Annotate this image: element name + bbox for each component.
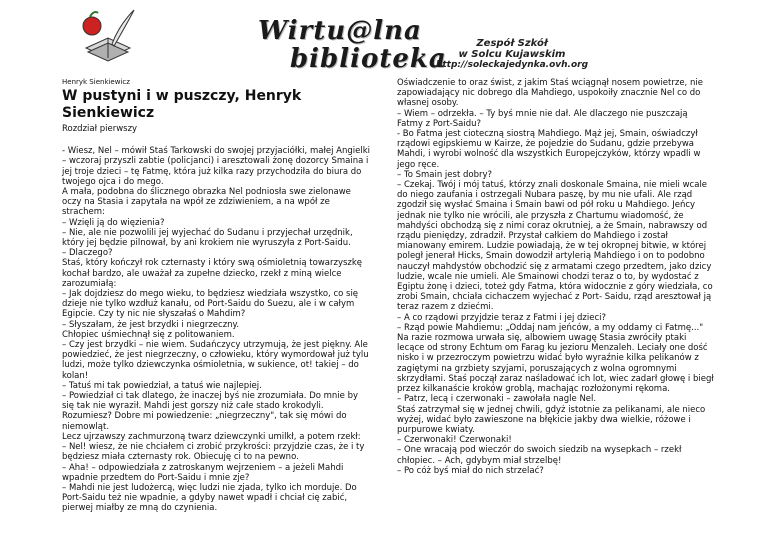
- paragraph: Lecz ujrzawszy zachmurzoną twarz dziewczynki umilkł, a potem rzekł:: [62, 431, 361, 442]
- paragraph: – Powiedział ci tak dlatego, że inaczej byś nie zrozumiała. Do mnie by się tak nie wyraził. Mahdi jest gorszy niż całe stado krokodyli. Rozumiesz? Dobre mi powiedzenie: „niegrzeczny", tak się mówi do niemowląt.: [62, 391, 361, 432]
- paragraph: Oświadczenie to oraz świst, z jakim Staś wciągnął nosem powietrze, nie zapowiadający nic dobrego dla Mahdiego, uspokoiły znacznie Nel co do własnej osoby.: [397, 78, 706, 109]
- paragraph: Staś, który kończył rok czternasty i który swą ośmioletnią towarzyszkę kochał bardzo, ale uważał za zupełne dziecko, rzekł z miną wielce zarozumiałą:: [62, 258, 365, 289]
- page-header: [0, 0, 768, 78]
- paragraph: - Wiesz, Nel – mówił Staś Tarkowski do swojej przyjaciółki, małej Angielki – wczoraj przyszli zabtie (policjanci) i aresztowali żonę dozorcy Smaina i jej troje dzieci – tę Fatmę, która już kilka razy przychodziła do biura do twojego ojca i do mego.: [62, 146, 373, 187]
- paragraph: – Wzięli ją do więzienia?: [62, 217, 165, 228]
- author-name: Henryk Sienkiewicz: [62, 78, 130, 86]
- paragraph: Na razie rozmowa urwała się, albowiem uwagę Stasia zwróciły ptaki lecące od strony Echtum om Farag ku jezioru Menzaleh. Leciały one dość nisko i w przezroczym powietrzu widać było wyraźnie kilka pelikanów z zagiętymi na grzbiety szyjami, poruszających z wolna ogromnymi skrzydłami. Staś począł zaraz naśladować ich lot, wiec zadarł głowę i biegł przez kilkanaście kroków groblą, machając rozłożonymi rękoma.: [397, 333, 717, 395]
- paragraph: – A co rządowi przyjdzie teraz z Fatmi i jej dzieci?: [397, 312, 607, 323]
- paragraph: Chłopiec uśmiechnął się z politowaniem.: [62, 329, 235, 340]
- paragraph: – Nel! wiesz, że nie chciałem ci zrobić przykrości: przyjdzie czas, że i ty będziesz miała czternasty rok. Obiecuję ci to na pewno.: [62, 442, 368, 463]
- paragraph: Staś zatrzymał się w jednej chwili, gdyż istotnie za pelikanami, ale nieco wyżej, widać było zawieszone na błękicie jakby dwa wielkie, różowe i purpurowe kwiaty.: [397, 404, 708, 435]
- paragraph: – Czekaj. Twój i mój tatuś, którzy znali doskonale Smaina, nie mieli wcale do niego zaufania i ostrzegali Nubara paszę, by mu nie ufali. Ale rząd zgodził się wysłać Smaina i Smain bawi od pół roku u Mahdiego. Jeńcy jednak nie tylko nie wrócili, ale przyszła z Chartumu wiadomość, że mahdyści obchodzą się z nimi coraz okrutniej, a że Smain, nabrawszy od rządu pieniędzy, zdradził. Przystał całkiem do Mahdiego i został mianowany emirem. Ludzie powiadają, że w tej okropnej bitwie, w której poległ jenerał Hicks, Smain dowodził artylerią Mahdiego i on to podobno nauczył mahdystów obchodzić się z armatami czego przedtem, jako dzicy ludzie, wcale nie umieli. Ale Smainowi chodzi teraz o to, by wydostać z Egiptu żonę i dzieci, toteż gdy Fatma, która widocznie z góry wiedziała, co zrobi Smain, chciała cichaczem wyjechać z Port- Saidu, rząd aresztował ją teraz razem z dziećmi.: [397, 180, 716, 313]
- paragraph: – Słyszałam, że jest brzydki i niegrzeczny.: [62, 319, 240, 330]
- document-title: W pustyni i w puszczy, Henryk Sienkiewicz: [62, 88, 302, 121]
- paragraph: – Patrz, lecą i czerwonaki – zawołała nagle Nel.: [397, 394, 597, 405]
- books-quill-icon: [78, 8, 138, 64]
- paragraph: – Jak dojdziesz do mego wieku, to będziesz wiedziała wszystko, co się dzieje nie tylko wzdłuż kanału, od Port-Saidu do Suezu, ale i w całym Egipcie. Czy ty nic nie słyszałaś o Mahdim?: [62, 289, 361, 320]
- paragraph: A mała, podobna do ślicznego obrazka Nel podniosła swe zielonawe oczy na Stasia i zapytała na wpół ze zdziwieniem, a na wpół ze strachem:: [62, 187, 354, 218]
- school-name: Zespół Szkół: [476, 38, 548, 49]
- right-column: [397, 78, 715, 476]
- school-url: http://soleckajedynka.ovh.org: [435, 60, 589, 70]
- chapter-heading: Rozdział pierwszy: [62, 124, 138, 134]
- paragraph: – Dlaczego?: [62, 248, 113, 259]
- brand-line-2: biblioteka: [290, 44, 447, 74]
- paragraph: – Wiem – odrzekła. – Ty byś mnie nie dał. Ale dlaczego nie puszczają Fatmy z Port-Saidu?: [397, 108, 691, 129]
- paragraph: – Czy jest brzydki – nie wiem. Sudańczycy utrzymują, że jest piękny. Ale powiedzieć, że jest niegrzeczny, o człowieku, który wymordował już tylu ludzi, może tylko dziewczynka ośmioletnia, w sukience, ot! takiej – do kolan!: [62, 340, 372, 381]
- paragraph: – Czerwonaki! Czerwonaki!: [397, 435, 512, 446]
- paragraph: - Bo Fatma jest cioteczną siostrą Mahdiego. Mąż jej, Smain, oświadczył rządowi egipskiemu w Kairze, że pojedzie do Sudanu, gdzie przebywa Mahdi, i wyrobi wolność dla wszystkich Europejczyków, którzy wpadli w jego ręce.: [397, 129, 704, 170]
- paragraph: – Nie, ale nie pozwolili jej wyjechać do Sudanu i przyjechał urzędnik, który jej będzie pilnował, by ani krokiem nie wyruszyła z Port-Saidu.: [62, 227, 356, 249]
- paragraph: – Tatuś mi tak powiedział, a tatuś wie najlepiej.: [62, 380, 262, 391]
- paragraph: – Rząd powie Mahdiemu: „Oddaj nam jeńców, a my oddamy ci Fatmę...": [397, 322, 704, 333]
- paragraph: – Mahdi nie jest ludożercą, więc ludzi nie zjada, tylko ich morduje. Do Port-Saidu też nie wpadnie, a gdyby nawet wpadł i chciał cię zabić, pierwej miałby ze mną do czynienia.: [62, 482, 360, 514]
- paragraph: – One wracają pod wieczór do swoich siedzib na wysepkach – rzekł chłopiec. – Ach, gdybym miał strzelbę!: [397, 445, 685, 466]
- paragraph: – To Smain jest dobry?: [397, 169, 493, 180]
- paragraph: – Po cóż byś miał do nich strzelać?: [397, 465, 544, 476]
- brand-line-1: Wirtu@lna: [258, 16, 422, 46]
- school-location: w Solcu Kujawskim: [458, 49, 566, 60]
- paragraph: – Aha! – odpowiedziała z zatroskanym wejrzeniem – a jeżeli Mahdi wpadnie przedtem do Port-Saidu i mnie zje?: [62, 462, 347, 483]
- left-column: [62, 78, 373, 514]
